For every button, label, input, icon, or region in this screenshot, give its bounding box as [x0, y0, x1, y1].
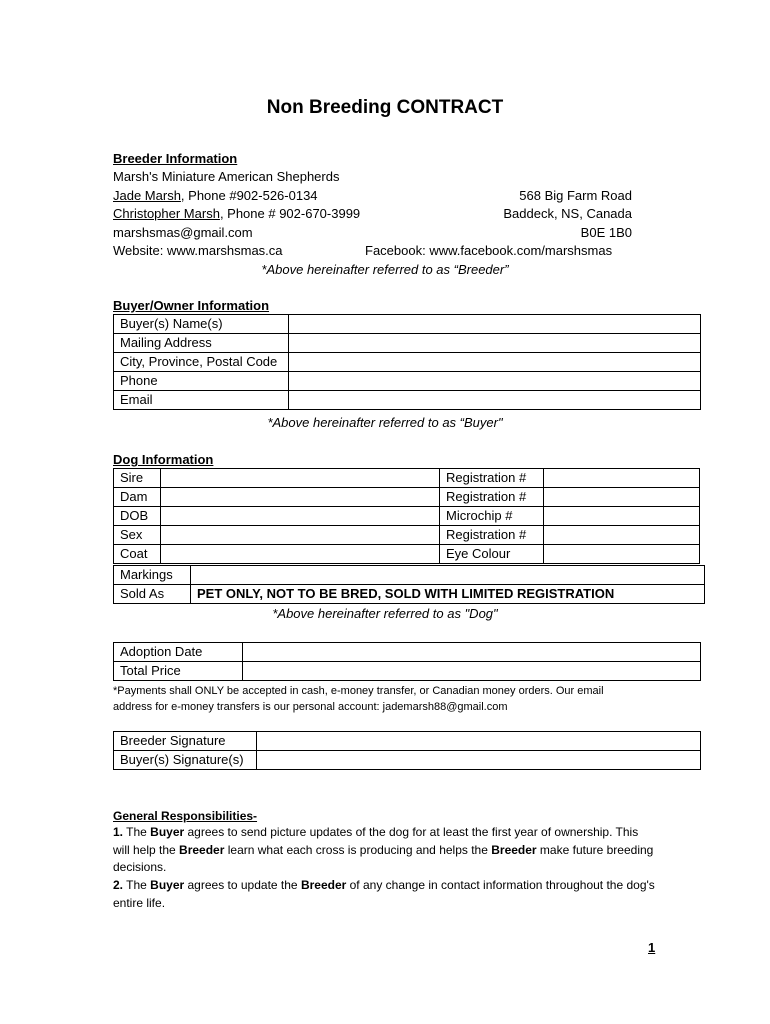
table-row: [114, 315, 701, 334]
coat-label: Coat: [114, 545, 161, 564]
dog-info-table: [113, 468, 700, 564]
dam-field[interactable]: [161, 488, 440, 507]
breeder-signature-label: Breeder Signature: [114, 732, 257, 751]
sire-registration-label: Registration #: [440, 469, 544, 488]
responsibility-item-2: [113, 877, 658, 912]
breeder-email: marshsmas@gmail.com: [113, 225, 253, 240]
buyer-info-table: [113, 314, 701, 410]
eye-colour-field[interactable]: [544, 545, 700, 564]
item-2-number: 2.: [113, 878, 124, 892]
payment-note-line-1: *Payments shall ONLY be accepted in cash, e-money transfer, or Canadian money orders. Our email: [113, 685, 604, 697]
total-price-label: Total Price: [114, 662, 243, 681]
dog-markings-table: [113, 565, 705, 604]
city-province-postal-label: City, Province, Postal Code: [114, 353, 289, 372]
breeder-info-heading: Breeder Information: [113, 151, 238, 166]
email-label: Email: [114, 391, 289, 410]
breeder-name-1: Jade Marsh: [113, 188, 181, 203]
adoption-date-field[interactable]: [243, 643, 701, 662]
breeder-phone-2: , Phone # 902-670-3999: [219, 206, 361, 221]
responsibility-item-1: [113, 824, 658, 877]
item-2-buyer: Buyer: [150, 878, 185, 892]
buyer-name-label: Buyer(s) Name(s): [114, 315, 289, 334]
table-row: [114, 507, 700, 526]
document-title: Non Breeding CONTRACT: [266, 97, 504, 118]
mailing-address-field[interactable]: [289, 334, 701, 353]
item-1-buyer: Buyer: [150, 825, 185, 839]
item-2-text-a: The: [123, 878, 151, 892]
table-row: [114, 334, 701, 353]
dam-registration-label: Registration #: [440, 488, 544, 507]
kennel-name: Marsh's Miniature American Shepherds: [113, 169, 340, 184]
coat-field[interactable]: [161, 545, 440, 564]
breeder-contact-2: [113, 206, 360, 222]
page-number: 1: [648, 940, 656, 955]
item-1-text-a: The: [123, 825, 151, 839]
total-price-field[interactable]: [243, 662, 701, 681]
table-row: [114, 643, 701, 662]
adoption-table: [113, 642, 701, 681]
breeder-website: Website: www.marshsmas.ca: [113, 243, 283, 258]
microchip-label: Microchip #: [440, 507, 544, 526]
item-1-text-c: learn what each cross is producing and helps the: [224, 842, 492, 857]
table-row: [114, 488, 700, 507]
table-row: [114, 566, 705, 585]
sex-field[interactable]: [161, 526, 440, 545]
table-row: [114, 751, 701, 770]
table-row: [114, 372, 701, 391]
sold-as-label: Sold As: [114, 585, 191, 604]
item-1-number: 1.: [113, 825, 124, 839]
sire-field[interactable]: [161, 469, 440, 488]
item-2-text-b: agrees to update the: [184, 878, 301, 892]
dam-registration-field[interactable]: [544, 488, 700, 507]
sire-label: Sire: [114, 469, 161, 488]
item-1-text-b: agrees to send picture updates of the dog for at least the first year of ownership. This will help the: [113, 825, 639, 857]
breeder-phone-1: , Phone #902-526-0134: [180, 188, 318, 203]
dog-registration-label: Registration #: [440, 526, 544, 545]
sold-as-value: PET ONLY, NOT TO BE BRED, SOLD WITH LIMITED REGISTRATION: [191, 585, 705, 604]
markings-field[interactable]: [191, 566, 705, 585]
markings-label: Markings: [114, 566, 191, 585]
dob-field[interactable]: [161, 507, 440, 526]
breeder-address-street: 568 Big Farm Road: [519, 188, 632, 203]
buyer-referral-note: *Above hereinafter referred to as “Buyer": [267, 415, 503, 430]
microchip-field[interactable]: [544, 507, 700, 526]
adoption-date-label: Adoption Date: [114, 643, 243, 662]
eye-colour-label: Eye Colour: [440, 545, 544, 564]
sire-registration-field[interactable]: [544, 469, 700, 488]
responsibilities-heading: General Responsibilities-: [113, 809, 258, 823]
item-2-breeder: Breeder: [300, 878, 347, 892]
sex-label: Sex: [114, 526, 161, 545]
table-row: [114, 585, 705, 604]
phone-field[interactable]: [289, 372, 701, 391]
buyer-signature-label: Buyer(s) Signature(s): [114, 751, 257, 770]
breeder-address-city: Baddeck, NS, Canada: [503, 206, 632, 221]
dog-info-heading: Dog Information: [113, 452, 214, 467]
table-row: [114, 662, 701, 681]
item-1-breeder-a: Breeder: [179, 842, 225, 857]
item-1-text-d: make future breeding decisions.: [113, 842, 654, 874]
buyer-info-heading: Buyer/Owner Information: [113, 298, 270, 313]
dam-label: Dam: [114, 488, 161, 507]
email-field[interactable]: [289, 391, 701, 410]
item-2-text-c: of any change in contact information throughout the dog's entire life.: [113, 878, 655, 910]
breeder-facebook: Facebook: www.facebook.com/marshsmas: [365, 243, 613, 258]
breeder-name-2: Christopher Marsh: [113, 206, 220, 221]
mailing-address-label: Mailing Address: [114, 334, 289, 353]
table-row: [114, 526, 700, 545]
phone-label: Phone: [114, 372, 289, 391]
city-province-postal-field[interactable]: [289, 353, 701, 372]
item-1-breeder-b: Breeder: [491, 842, 537, 857]
table-row: [114, 732, 701, 751]
table-row: [114, 545, 700, 564]
dog-referral-note: *Above hereinafter referred to as "Dog": [272, 606, 498, 621]
payment-note-line-2: address for e-money transfers is our personal account: jademarsh88@gmail.com: [113, 701, 508, 713]
breeder-contact-1: [113, 188, 318, 204]
breeder-address-postal: B0E 1B0: [580, 225, 632, 240]
signature-table: [113, 731, 701, 770]
breeder-signature-field[interactable]: [257, 732, 701, 751]
breeder-referral-note: *Above hereinafter referred to as “Breeder”: [261, 262, 509, 277]
table-row: [114, 391, 701, 410]
dog-registration-field[interactable]: [544, 526, 700, 545]
table-row: [114, 353, 701, 372]
dob-label: DOB: [114, 507, 161, 526]
buyer-name-field[interactable]: [289, 315, 701, 334]
table-row: [114, 469, 700, 488]
buyer-signature-field[interactable]: [257, 751, 701, 770]
